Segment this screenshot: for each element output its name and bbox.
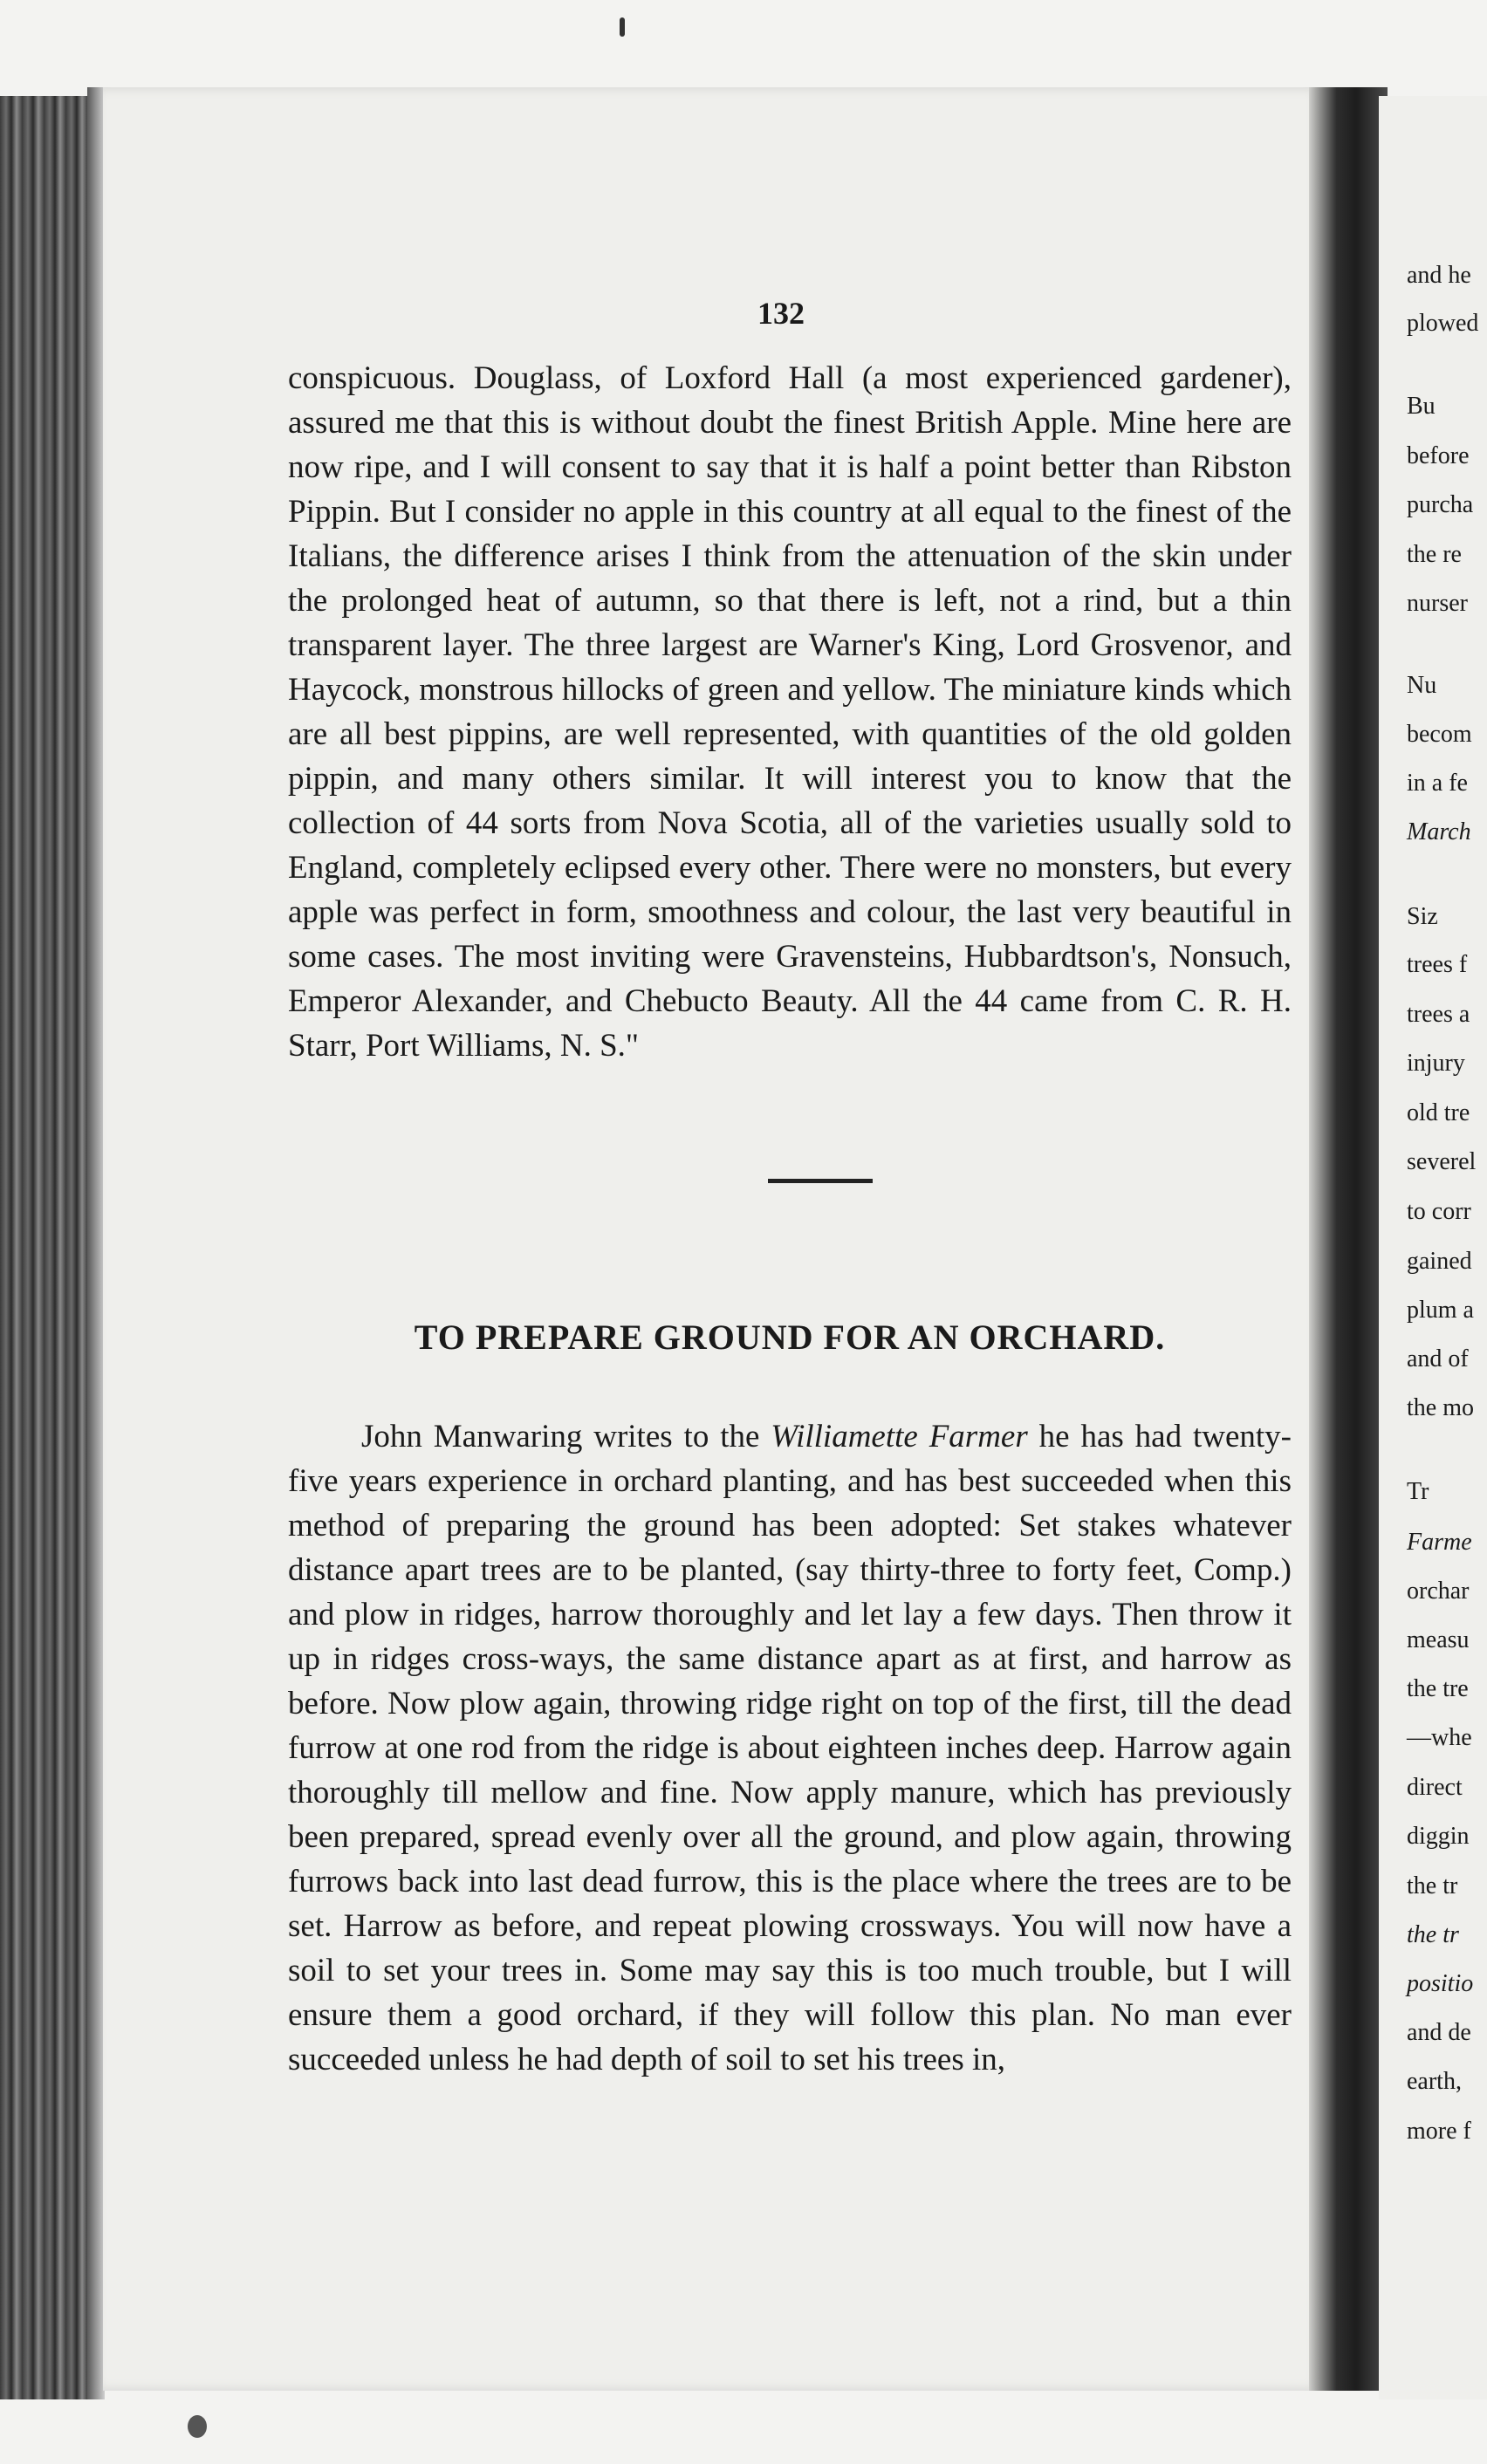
facing-page-line: plowed (1407, 310, 1479, 337)
facing-page-line: more f (1407, 2118, 1471, 2145)
facing-page (1379, 96, 1487, 2399)
scan-speck (620, 17, 625, 37)
facing-page-line: purcha (1407, 491, 1474, 518)
facing-page-line: nurser (1407, 590, 1468, 617)
facing-page-line: the mo (1407, 1394, 1474, 1421)
facing-page-line: before (1407, 442, 1470, 469)
facing-page-line: Tr (1407, 1478, 1429, 1505)
facing-page-line: the tre (1407, 1675, 1469, 1702)
page-edge-shadow (87, 87, 105, 2399)
facing-page-line: positio (1407, 1970, 1474, 1997)
facing-page-line: Farme (1407, 1529, 1472, 1556)
paragraph-orchard (288, 1414, 1292, 2082)
facing-page-line: the re (1407, 541, 1462, 568)
facing-page-line: trees a (1407, 1001, 1470, 1028)
paragraph-continued: conspicuous. Douglass, of Loxford Hall (a most experienced gardener), assured me that this is without doubt the finest British Apple. Mine here are now ripe, and I will consent to say that it is half a point better than Ribston Pippin. But I consider no apple in this country at all equal to the finest of the Italians, the difference arises I think from the attenuation of the skin under the prolonged heat of autumn, so that there is left, not a rind, but a thin transparent layer. The three largest are Warner's King, Lord Grosvenor, and Haycock, monstrous hillocks of green and yellow. The miniature kinds which are all best pippins, are well represented, with quantities of the old golden pippin, and many others similar. It will interest you to know that the collection of 44 sorts from Nova Scotia, all of the varieties usually sold to England, completely eclipsed every other. There were no monsters, but every apple was perfect in form, smoothness and colour, the last very beautiful in some cases. The most inviting were Gravensteins, Hubbardtson's, Nonsuch, Emperor Alexander, and Chebucto Beauty. All the 44 came from C. R. H. Starr, Port Williams, N. S." (288, 360, 1292, 1064)
facing-page-line: injury (1407, 1050, 1465, 1077)
facing-page-line: in a fe (1407, 770, 1468, 797)
facing-page-line: the tr (1407, 1872, 1458, 1899)
facing-page-line: severel (1407, 1148, 1477, 1175)
section-divider (768, 1179, 873, 1183)
paragraph-body: he has had twenty-five years experience in orchard planting, and has best succeeded when this method of preparing the ground has been adopted: Set stakes whatever distance apart trees are to be planted, (say thirty-three to forty feet, Comp.) and plow in ridges, harrow thoroughly and let lay a few days. Then throw it up in ridges cross-ways, the same distance apart as at first, and harrow as before. Now plow again, throwing ridge right on top of the first, till the dead furrow at one rod from the ridge is about eighteen inches deep. Harrow again thoroughly till mellow and fine. Now apply manure, which has previously been prepared, spread evenly over all the ground, and plow again, throwing furrows back into last dead furrow, this is the place where the trees are to be set. Harrow as before, and repeat plowing crossways. You will now have a soil to set your trees in. Some may say this is too much trouble, but I will ensure them a good orchard, if they will follow this plan. No man ever succeeded unless he had depth of soil to set his trees in, (288, 1419, 1292, 2077)
facing-page-line: and he (1407, 262, 1471, 289)
paragraph-lead: John Manwaring writes to the (361, 1419, 771, 1454)
section-heading: TO PREPARE GROUND FOR AN ORCHARD. (414, 1318, 1166, 1357)
facing-page-line: trees f (1407, 951, 1468, 978)
facing-page-line: Nu (1407, 672, 1437, 699)
facing-page-line: earth, (1407, 2068, 1462, 2095)
facing-page-line: orchar (1407, 1578, 1470, 1605)
facing-page-line: diggin (1407, 1823, 1470, 1850)
book-gutter (1309, 87, 1388, 2391)
facing-page-line: direct (1407, 1774, 1463, 1801)
facing-page-line: old tre (1407, 1099, 1470, 1126)
page-number: 132 (757, 296, 805, 331)
publication-title: Williamette Farmer (771, 1419, 1028, 1454)
facing-page-line: plum a (1407, 1297, 1474, 1324)
facing-page-line: gained (1407, 1248, 1472, 1275)
scan-speck (188, 2415, 207, 2438)
facing-page-line: Bu (1407, 393, 1436, 420)
facing-page-line: to corr (1407, 1198, 1471, 1225)
facing-page-line: Siz (1407, 903, 1438, 930)
facing-page-line: and de (1407, 2019, 1471, 2046)
facing-page-line: measu (1407, 1626, 1470, 1653)
facing-page-line: and of (1407, 1345, 1469, 1372)
facing-page-line: —whe (1407, 1724, 1472, 1751)
facing-page-line: the tr (1407, 1921, 1459, 1948)
book-spine (0, 96, 87, 2399)
facing-page-line: becom (1407, 721, 1472, 748)
facing-page-line: March (1407, 818, 1471, 845)
